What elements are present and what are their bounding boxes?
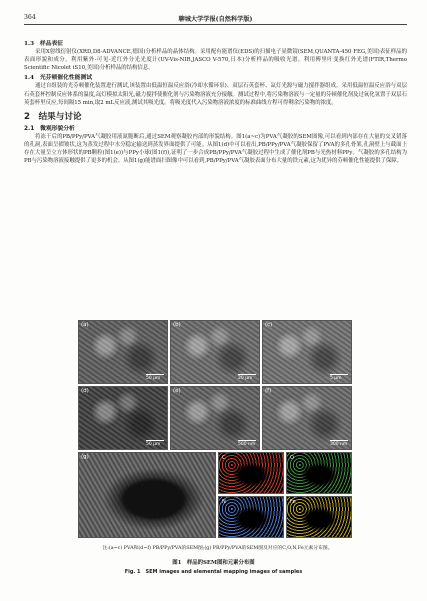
element-map-o [286, 452, 352, 494]
page-number: 364 [24, 14, 36, 21]
section-paragraph-1-4: 通过自组装的光芬顿催化装置进行测试,该装置由低温恒温反应浴(冷却水循环泵)、双层石英套杯、氙灯光源与磁力搅拌器组成。采用低温恒温反应浴与双层石英套杯控制反应体系的温度,氙灯模拟太阳光,磁力搅拌使催化剂与污染物溶液充分接触。测试过程中,将污染物溶液与一定量的芬顿催化剂及过氧化氢置于双层石英套杯里反应,每间隔15 min,取2 mL反应液,测试其吸光度。将吸光度代入污染物溶液浓度的标准曲线方程可得剩余污染物的浓度。 [24, 83, 407, 106]
page-header [24, 12, 407, 25]
scale-bar: 5 μm [330, 374, 348, 381]
journal-title: 聊城大学学报(自然科学版) [178, 16, 253, 23]
figure-caption-en: Fig. 1 SEM images and elemental mapping images of samples [124, 569, 303, 575]
results-heading: 2 结果与讨论 [24, 111, 82, 122]
section-heading-1-4: 1.4 光芬顿催化性能测试 [24, 75, 93, 82]
element-map-fe [286, 496, 352, 538]
sem-panel-c [262, 320, 352, 384]
scale-bar: 20 μm [238, 374, 256, 381]
results-paragraph: 将冻干后的PB/PPy/PVA气凝胶用液氮脆断后,通过SEM观察凝胶内部的形貌结构。图1(a~c)为PVA气凝胶的SEM图像,可以看到内部存在大量的交叉错落的孔洞,表面呈褶皱状,这为蒸发过程中水分稳定输送到蒸发界面提供了可能。从图1(d)中可以看出,PB/PPy/PVA气凝胶保留了PVA的多孔骨架,孔洞壁上与截面上存在大量呈立方体形状的PB颗粒(图1(e))与PPy小球(图1(f)),证明了一步合成PB/PPy/PVA气凝胶过程中生成了催化剂PB与光热材料PPy。气凝胶的多孔结构为PB与污染物溶液接触提供了更多的机会。从图1(g)能谱面扫图像中可以看到,PB/PPy/PVA气凝胶表面分布大量的铁元素,这为优异的芬顿催化性能提供了保障。 [24, 133, 407, 165]
figure-note: 注:(a~c) PVA和(d~f) PB/PPy/PVA的SEM图;(g) PB/PPy/PVA的SEM图及对应的C,O,N,Fe元素分布图。 [102, 546, 333, 551]
sem-panel-e [170, 386, 260, 450]
scale-bar: 50 μm [146, 440, 164, 447]
sem-panel-d [78, 386, 168, 450]
sem-panel-g [78, 452, 216, 538]
sem-panel-b [170, 320, 260, 384]
panel-label: (b) [173, 322, 181, 328]
element-map-c [218, 452, 284, 494]
panel-label: (c) [265, 322, 273, 328]
body-text [24, 40, 407, 165]
panel-label: (a) [81, 322, 89, 328]
panel-label: (d) [81, 388, 89, 394]
scale-bar: 50 μm [146, 374, 164, 381]
element-label: Fe [290, 499, 296, 505]
panel-label: (g) [81, 454, 89, 460]
scale-bar: 500 nm [238, 442, 256, 447]
element-map-n [218, 496, 284, 538]
scale-bar: 300 nm [330, 442, 348, 447]
section-paragraph-1-3: 采用X射线衍射仪(XRD,D8-ADVANCE,德国)分析样品的晶体结构。采用配有能谱仪(EDS)的扫描电子显微镜(SEM,QUANTA-450 FEG,美国)表征样品的表面形貌和成分。利用紫外-可见-近红外分光光度计(UV-Vis-NIR,JASCO V-570,日本)分析样品的吸收光谱。利用傅里叶变换红外光谱(FTIR,Thermo Scientific Nicolet iS10,美国)分析样品的结构信息。 [24, 49, 407, 72]
results-subheading: 2.1 微观形貌分析 [24, 125, 75, 132]
element-label: C [222, 455, 226, 461]
element-label: O [290, 455, 294, 461]
sem-panel-f [262, 386, 352, 450]
section-heading-1-3: 1.3 样品表征 [24, 41, 64, 47]
figure-caption-cn: 图1 样品的SEM图和元素分布图 [172, 560, 255, 566]
panel-label: (f) [265, 388, 272, 394]
sem-panel-a [78, 320, 168, 384]
panel-label: (e) [173, 388, 181, 394]
element-label: N [222, 499, 226, 505]
